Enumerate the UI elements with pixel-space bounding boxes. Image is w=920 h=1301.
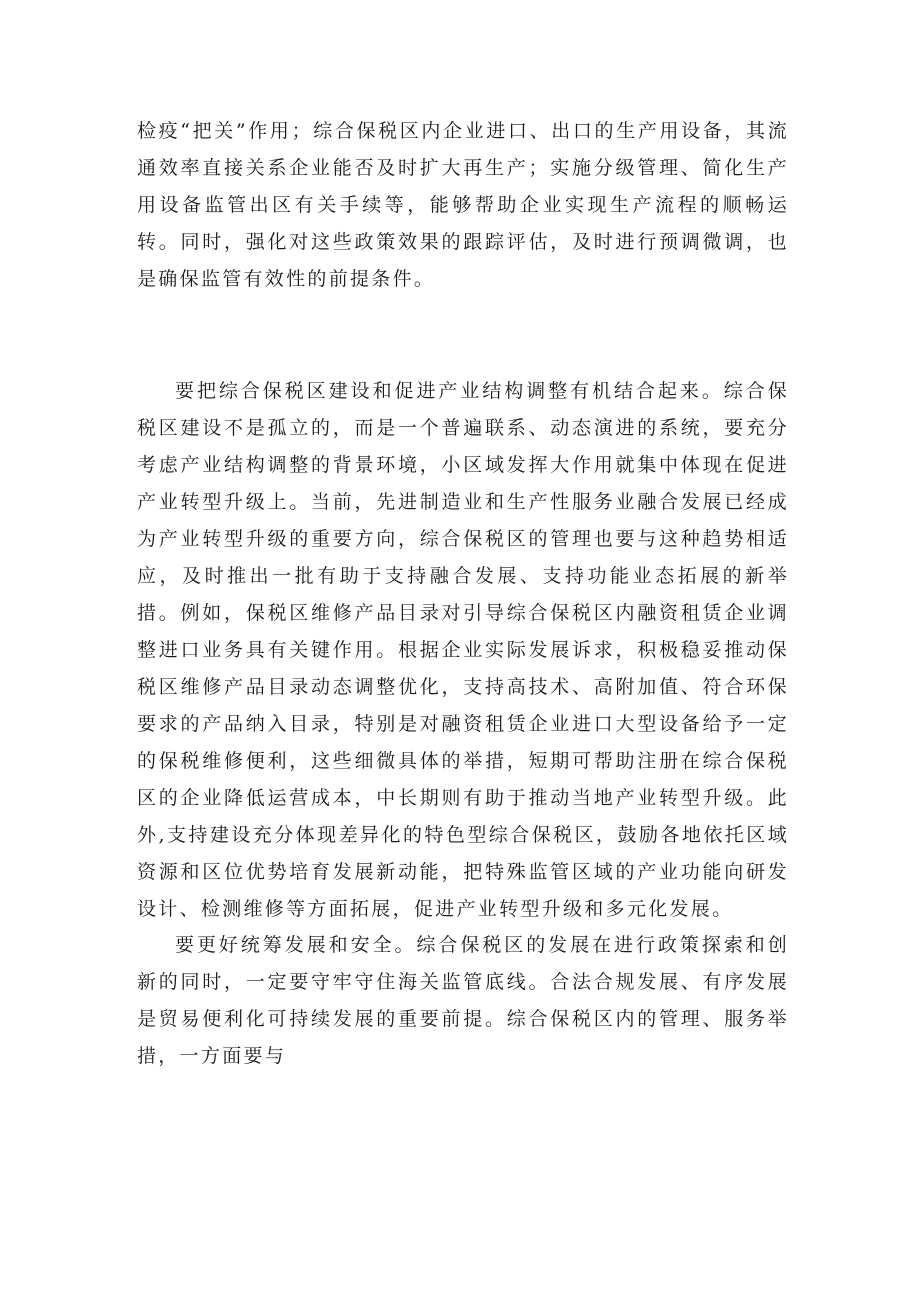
paragraph-2 [137, 373, 789, 928]
paragraph-3 [137, 927, 789, 1075]
paragraph-text: 要把综合保税区建设和促进产业结构调整有机结合起来。综合保税区建设不是孤立的，而是一个普遍联系、动态演进的系统，要充分考虑产业结构调整的背景环境，小区域发挥大作用就集中体现在促进产业转型升级上。当前，先进制造业和生产性服务业融合发展已经成为产业转型升级的重要方向，综合保税区的管理也要与这种趋势相适应，及时推出一批有助于支持融合发展、支持功能业态拓展的新举措。例如，保税区维修产品目录对引导综合保税区内融资租赁企业调整进口业务具有关键作用。根据企业实际发展诉求，积极稳妥推动保税区维修产品目录动态调整优化，支持高技术、高附加值、符合环保要求的产品纳入目录，特别是对融资租赁企业进口大型设备给予一定的保税维修便利，这些细微具体的举措，短期可帮助注册在综合保税区的企业降低运营成本，中长期则有助于推动当地产业转型升级。此外,支持建设充分体现差异化的特色型综合保税区，鼓励各地依托区域资源和区位优势培育发展新动能，把特殊监管区域的产业功能向研发设计、检测维修等方面拓展，促进产业转型升级和多元化发展。 [137, 380, 789, 920]
paragraph-text: 要更好统筹发展和安全。综合保税区的发展在进行政策探索和创新的同时，一定要守牢守住海关监管底线。合法合规发展、有序发展是贸易便利化可持续发展的重要前提。综合保税区内的管理、服务举措，一方面要与 [137, 934, 789, 1067]
paragraph-1 [137, 113, 789, 298]
paragraph-text: 检疫“把关”作用；综合保税区内企业进口、出口的生产用设备，其流通效率直接关系企业能否及时扩大再生产；实施分级管理、简化生产用设备监管出区有关手续等，能够帮助企业实现生产流程的顺畅运转。同时，强化对这些政策效果的跟踪评估，及时进行预调微调，也是确保监管有效性的前提条件。 [137, 120, 789, 290]
